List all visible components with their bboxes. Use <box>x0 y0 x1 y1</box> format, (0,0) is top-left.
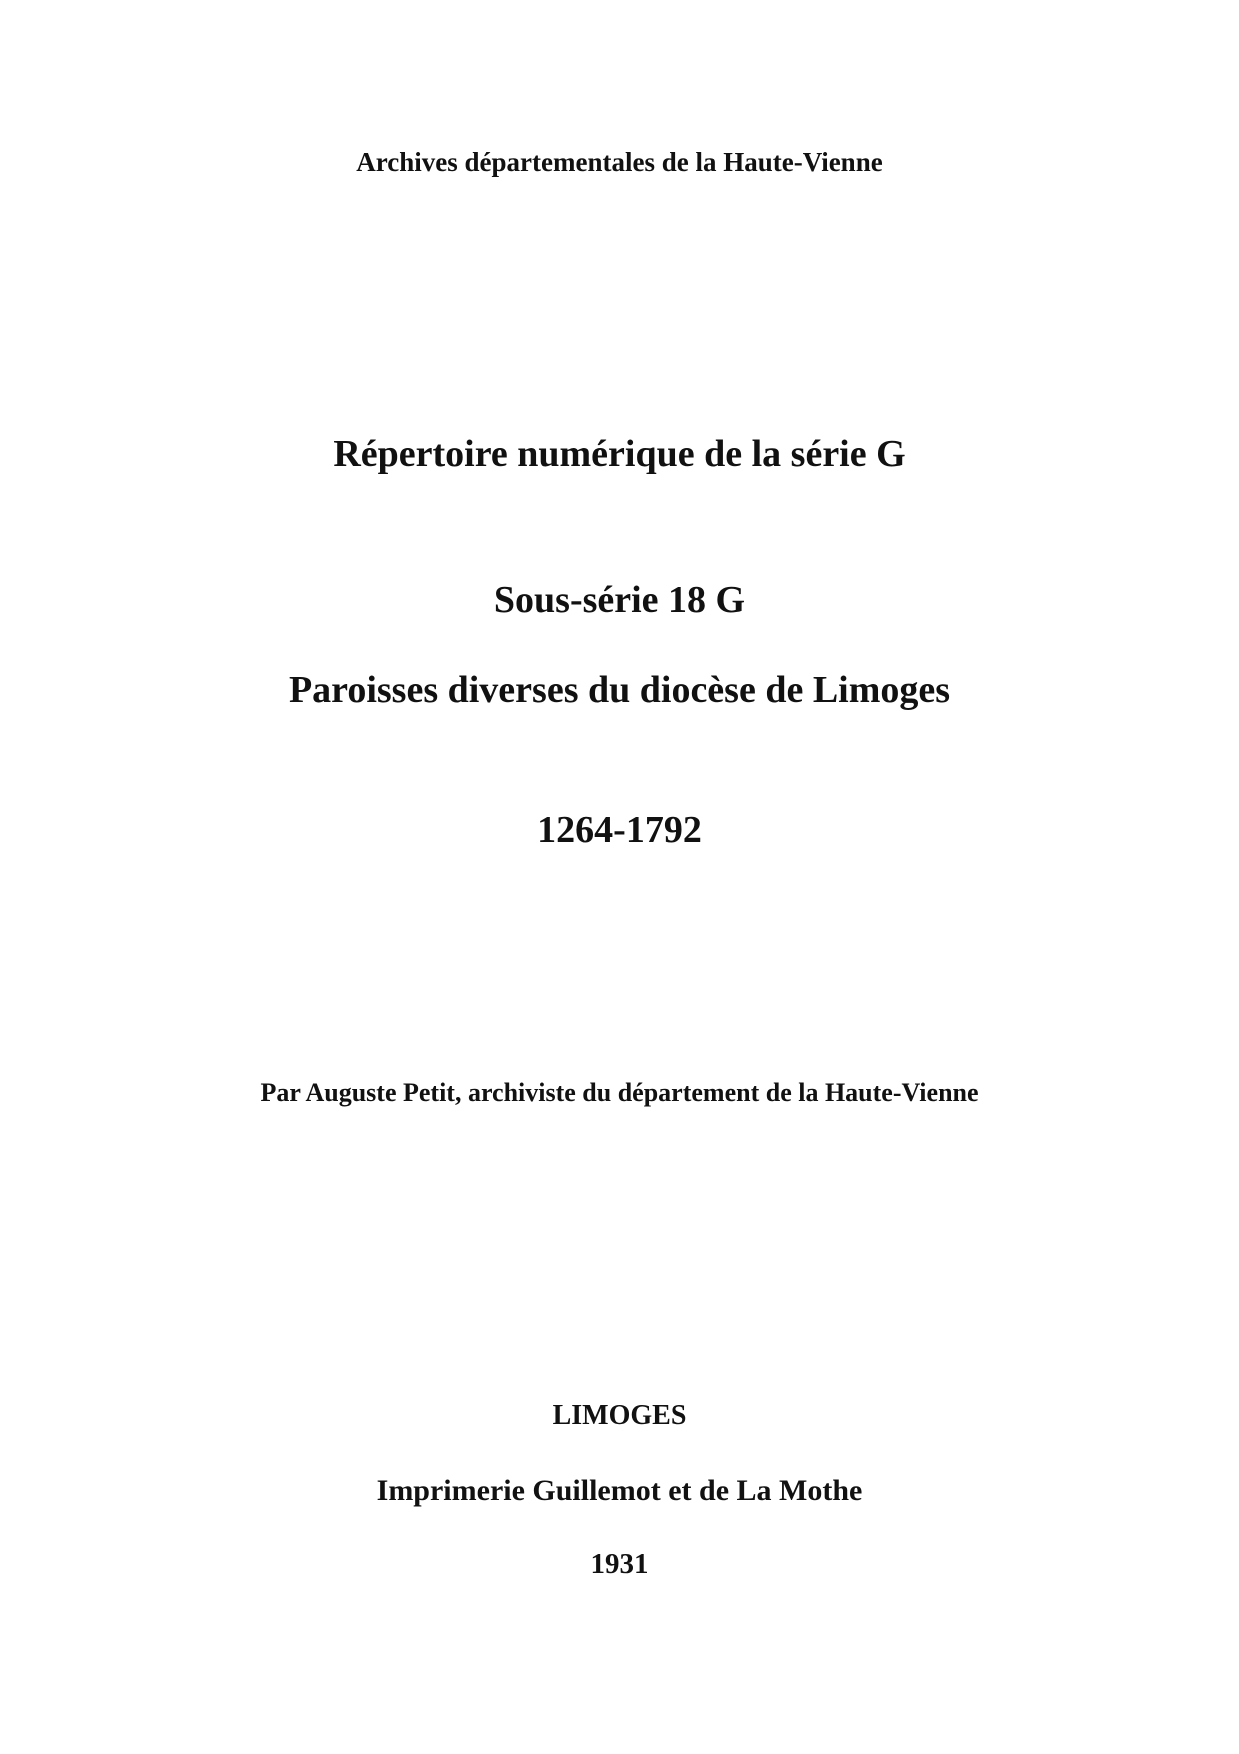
imprint-year: 1931 <box>590 1548 649 1580</box>
document-title: Répertoire numérique de la série G <box>333 433 906 475</box>
subseries-label: Sous-série 18 G <box>493 579 746 621</box>
subject-heading: Paroisses diverses du diocèse de Limoges <box>288 669 951 711</box>
imprint-printer: Imprimerie Guillemot et de La Mothe <box>376 1474 863 1507</box>
date-range: 1264-1792 <box>537 809 702 851</box>
imprint-city: LIMOGES <box>552 1400 687 1431</box>
institution-name: Archives départementales de la Haute-Vienne <box>356 147 883 177</box>
author-credit: Par Auguste Petit, archiviste du département de la Haute-Vienne <box>260 1078 979 1107</box>
